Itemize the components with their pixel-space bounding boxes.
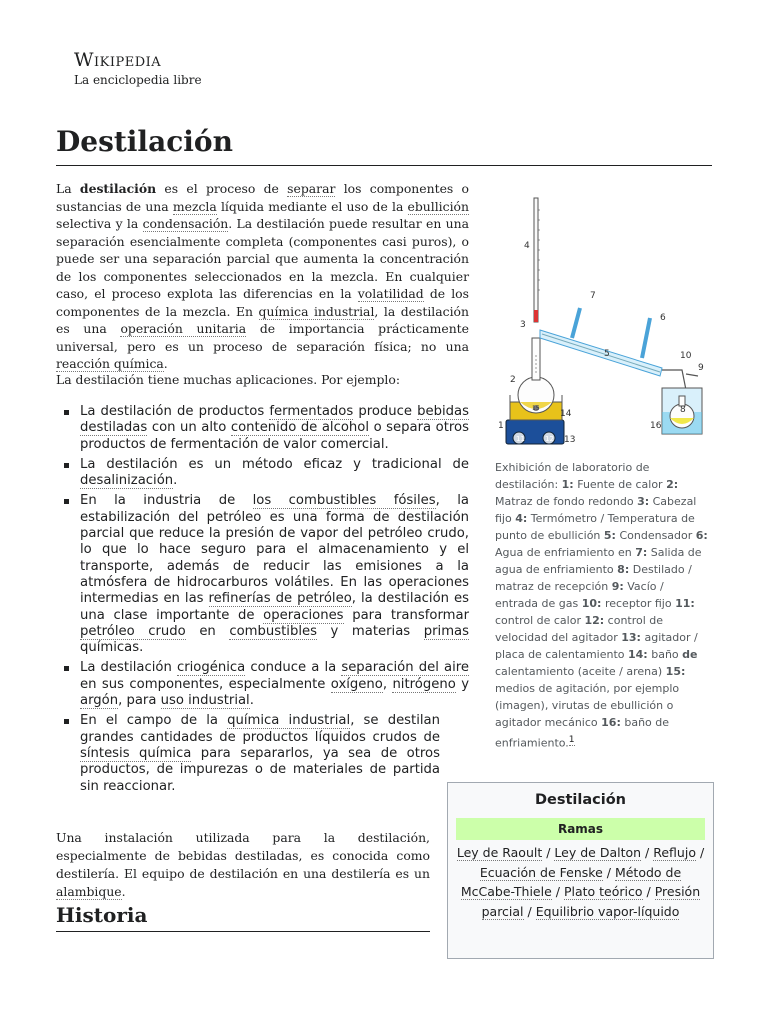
list-item: La destilación es un método eficaz y tradicional de desalinización. bbox=[62, 457, 469, 490]
label-2: 2 bbox=[510, 375, 516, 385]
link-quimica-industrial[interactable]: química industrial bbox=[258, 303, 375, 319]
title-divider bbox=[56, 165, 712, 166]
link-volatilidad[interactable]: volatilidad bbox=[357, 286, 424, 301]
thermometer bbox=[534, 198, 538, 322]
caption-number: 16: bbox=[601, 716, 621, 729]
distillation-apparatus-image[interactable] bbox=[492, 190, 716, 450]
label-13: 13 bbox=[564, 435, 576, 445]
link-desalinizacion[interactable]: desalinización bbox=[80, 473, 174, 489]
navbox-separator: / bbox=[551, 884, 564, 899]
wikipedia-logo[interactable] bbox=[74, 50, 202, 88]
applications-intro: La destilación tiene muchas aplicaciones. Por ejemplo: bbox=[56, 372, 401, 387]
navbox-link[interactable]: Ley de Dalton bbox=[554, 845, 642, 860]
caption-text: medios de agitación, por ejemplo (imagen), virutas de ebullición o agitador mecánico bbox=[495, 682, 680, 729]
caption-number: 7: bbox=[635, 546, 648, 559]
caption-text: Salida de agua de enfriamiento bbox=[495, 546, 702, 576]
navbox-destilacion bbox=[447, 782, 714, 959]
caption-number: 3: bbox=[637, 495, 650, 508]
navbox-link[interactable]: Presión parcial bbox=[481, 884, 701, 919]
caption-number: 9: bbox=[611, 580, 624, 593]
link-bebidas-destiladas[interactable]: bebidas destiladas bbox=[80, 404, 469, 436]
link-combustibles-fosiles[interactable]: los combustibles fósiles bbox=[252, 493, 436, 509]
lead-paragraph: La destilación es el proceso de separar los componentes o sustancias de una mezcla líquida mediante el uso de la ebullición selectiva y la condensación. La destilación puede resultar en una separación esencialmente completa (componentes casi puros), o puede ser una separación parcial que aumenta la concentración de los componentes seleccionados en la mezcla. En cualquier caso, el proceso explota las diferencias en la volatilidad de los componentes de la mezcla. En química industrial, la destilación es una operación unitaria de importancia prácticamente universal, pero es un proceso de separación física; no una reacción química. bbox=[56, 181, 470, 371]
navbox-link[interactable]: Método de McCabe-Thiele bbox=[460, 864, 682, 899]
link-operacion-unitaria[interactable]: operación unitaria bbox=[120, 321, 247, 336]
distillery-paragraph: Una instalación utilizada para la destilación, especialmente de bebidas destiladas, es conocida como destilería. El equipo de destilación en una destilería es un alambique. bbox=[56, 830, 430, 899]
link-petroleo-crudo[interactable]: petróleo crudo bbox=[80, 623, 186, 639]
label-6: 6 bbox=[660, 313, 666, 323]
link-mezcla[interactable]: mezcla bbox=[172, 198, 217, 214]
link-criogenica[interactable]: criogénica bbox=[176, 660, 246, 676]
wikipedia-wordmark: Wikipedia bbox=[74, 49, 162, 71]
navbox-link[interactable]: Ley de Raoult bbox=[456, 845, 543, 860]
caption-text: Condensador bbox=[615, 529, 696, 542]
link-operaciones[interactable]: operaciones bbox=[263, 607, 344, 623]
caption-number: 5: bbox=[603, 529, 616, 542]
water-outlet bbox=[572, 308, 580, 338]
list-item: En la industria de los combustibles fósiles, la estabilización del petróleo es una forma de destilación parcial que reduce la presión de vapor del petróleo crudo, lo que lo hace seguro para el almacenamiento y el transporte, además de reducir las emisiones a la atmósfera de hidrocarburos volátiles. En las operaciones intermedias en las refinerías de petróleo, la destilación es una clase importante de operaciones para transformar petróleo crudo en combustibles y materias primas químicas. bbox=[62, 493, 469, 656]
list-item: La destilación criogénica conduce a la separación del aire en sus componentes, especialmente oxígeno, nitrógeno y argón, para uso industrial. bbox=[62, 660, 469, 709]
caption-text: Destilado / matraz de recepción bbox=[495, 563, 692, 593]
caption-text: Agua de enfriamiento en bbox=[495, 546, 636, 559]
caption-text: baño de enfriamiento. bbox=[495, 716, 670, 750]
caption-number: 10: bbox=[581, 597, 602, 610]
label-16: 16 bbox=[650, 421, 662, 431]
list-item: La destilación de productos fermentados produce bebidas destiladas con un alto contenido de alcohol o separa otros productos de fermentación de valor comercial. bbox=[62, 404, 469, 453]
navbox-link[interactable]: Equilibrio vapor-líquido bbox=[535, 903, 680, 919]
label-1: 1 bbox=[498, 421, 504, 431]
reference-link[interactable]: 1 bbox=[568, 734, 575, 745]
section-divider bbox=[56, 931, 430, 932]
caption-number: 8: bbox=[617, 563, 630, 576]
link-separar[interactable]: separar bbox=[287, 181, 336, 196]
link-oxigeno[interactable]: oxígeno bbox=[330, 676, 383, 692]
label-4: 4 bbox=[524, 241, 530, 251]
caption-text: agitador / placa de calentamiento bbox=[495, 631, 698, 661]
link-primas[interactable]: primas bbox=[423, 623, 469, 639]
navbox-link[interactable]: Plato teórico bbox=[563, 884, 643, 899]
link-nitrogeno[interactable]: nitrógeno bbox=[392, 676, 456, 692]
navbox-separator: / bbox=[523, 903, 536, 919]
link-fermentados[interactable]: fermentados bbox=[269, 404, 354, 419]
link-combustibles[interactable]: combustibles bbox=[229, 623, 317, 639]
label-10: 10 bbox=[680, 351, 692, 361]
caption-number: 1: bbox=[561, 478, 574, 491]
link-contenido-alcohol[interactable]: contenido de alcohol bbox=[230, 420, 370, 436]
caption-text: baño bbox=[647, 648, 683, 661]
navbox-separator: / bbox=[542, 845, 555, 860]
caption-text: control de velocidad del agitador bbox=[495, 614, 664, 644]
link-ebullicion[interactable]: ebullición bbox=[407, 198, 469, 214]
caption-text: Vacío / entrada de gas bbox=[495, 580, 664, 610]
label-15: 15 bbox=[532, 405, 540, 412]
term-bold: destilación bbox=[79, 181, 157, 196]
link-reaccion-quimica[interactable]: reacción química bbox=[56, 356, 164, 371]
section-heading-historia: Historia bbox=[56, 903, 148, 927]
label-12: 12 bbox=[545, 435, 554, 443]
navbox-separator: / bbox=[695, 845, 705, 860]
caption-text: Fuente de calor bbox=[573, 478, 667, 491]
caption-number: 12: bbox=[584, 614, 605, 627]
link-condensacion[interactable]: condensación bbox=[142, 216, 229, 231]
label-7: 7 bbox=[590, 291, 596, 301]
list-item: En el campo de la química industrial, se destilan grandes cantidades de productos líquidos crudos de síntesis química para separarlos, ya sea de otros productos, de impurezas o de materiales de partida sin reaccionar. bbox=[62, 713, 440, 794]
caption-text: Termómetro / Temperatura de punto de ebullición bbox=[495, 512, 695, 542]
caption-number: 2: bbox=[666, 478, 679, 491]
page-title: Destilación bbox=[56, 125, 233, 158]
navbox-group-header: Ramas bbox=[456, 818, 705, 840]
caption-number: 14: bbox=[628, 648, 648, 661]
navbox-separator: / bbox=[642, 884, 655, 899]
label-14: 14 bbox=[560, 409, 572, 419]
link-sintesis-quimica[interactable]: síntesis química bbox=[80, 745, 192, 761]
link-alambique[interactable]: alambique bbox=[56, 884, 122, 899]
figure-caption: Exhibición de laboratorio de destilación: 1: Fuente de calor 2: Matraz de fondo redondo 3: Cabezal fijo 4: Termómetro / Temperatura de punto de ebullición 5: Condensador 6: Agua de enfriamiento en 7: Salida de agua de enfriamiento 8: Destilado / matraz de recepción 9: Vacío / entrada de gas 10: receptor fijo 11: control de calor 12: control de velocidad del agitador 13: agitador / placa de calentamiento 14: baño de calentamiento (aceite / arena) 15: medios de agitación, por ejemplo (imagen), virutas de ebullición o agitador mecánico 16: baño de enfriamiento.$^1$ bbox=[495, 461, 708, 750]
caption-text: receptor fijo bbox=[601, 597, 676, 610]
caption-number: 15: bbox=[665, 665, 686, 678]
caption-number: 13: bbox=[621, 631, 641, 644]
caption-number: de bbox=[682, 648, 698, 661]
navbox-separator: / bbox=[641, 845, 654, 860]
caption-text: control de calor bbox=[495, 614, 585, 627]
label-8: 8 bbox=[680, 405, 686, 415]
link-argon[interactable]: argón bbox=[80, 693, 119, 709]
caption-text: Cabezal fijo bbox=[495, 495, 697, 525]
water-inlet bbox=[642, 318, 650, 358]
navbox-title: Destilación bbox=[534, 792, 626, 808]
caption-number: 6: bbox=[695, 529, 708, 542]
navbox-link[interactable]: Ecuación de Fenske bbox=[479, 864, 603, 880]
link-separacion-aire[interactable]: separación del aire bbox=[341, 660, 469, 676]
caption-number: 11: bbox=[675, 597, 695, 610]
label-9: 9 bbox=[698, 363, 704, 373]
label-3: 3 bbox=[520, 320, 526, 330]
label-11: 11 bbox=[516, 435, 525, 443]
link-quimica-industrial-2[interactable]: química industrial bbox=[227, 713, 351, 729]
applications-list bbox=[62, 404, 469, 799]
label-5: 5 bbox=[604, 349, 610, 359]
navbox-links bbox=[456, 843, 705, 921]
caption-text: calentamiento (aceite / arena) bbox=[495, 665, 666, 678]
caption-number: 4: bbox=[515, 512, 528, 525]
navbox-link[interactable]: Reflujo bbox=[653, 845, 696, 860]
link-uso-industrial[interactable]: uso industrial bbox=[160, 693, 250, 709]
link-refinerias[interactable]: refinerías de petróleo bbox=[208, 591, 352, 607]
navbox-separator: / bbox=[602, 864, 615, 880]
caption-text: Matraz de fondo redondo bbox=[495, 495, 638, 508]
wikipedia-tagline: La enciclopedia libre bbox=[74, 73, 202, 87]
